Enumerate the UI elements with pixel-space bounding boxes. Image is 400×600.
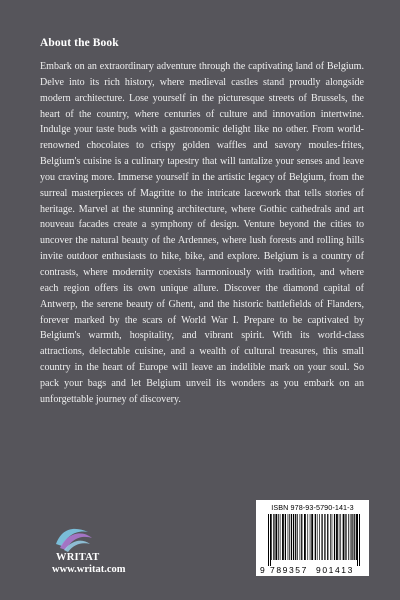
barcode-bar [332, 514, 333, 560]
barcode-bar [282, 514, 284, 560]
barcode-bar [324, 514, 325, 560]
isbn-barcode [256, 500, 369, 576]
barcode-bar [348, 514, 349, 560]
barcode-bar [280, 514, 281, 560]
barcode-bar [278, 514, 279, 560]
barcode-bar [311, 514, 313, 560]
barcode-graphic [256, 512, 369, 576]
barcode-bar [288, 514, 289, 560]
barcode-digit-group-right: 901413 [316, 565, 354, 575]
barcode-bar [270, 514, 271, 566]
barcode-bar [315, 514, 316, 560]
publisher-url[interactable]: www.writat.com [52, 564, 126, 575]
book-description: Embark on an extraordinary adventure through the captivating land of Belgium. Delve into its rich history, where medieval castles stand proudly alongside modern architecture. Lose yourself in the picturesque streets of Brussels, the heart of the country, where centuries of culture and innovation intertwine. Indulge your taste buds with a gastronomic delight like no other. From world-renowned chocolates to crispy golden waffles and savory moules-frites, Belgium's cuisine is a culinary tapestry that will tantalize your senses and leave you craving more. Immerse yourself in the artistic legacy of Belgium, from the surreal masterpieces of Magritte to the intricate lacework that tells stories of heritage. Marvel at the stunning architecture, where Gothic cathedrals and art nouveau facades create a symphony of design. Venture beyond the cities to uncover the natural beauty of the Ardennes, where lush forests and rolling hills invite outdoor enthusiasts to hike, bike, and explore. Belgium is a country of contrasts, where modernity coexists harmoniously with tradition, and where each region offers its own unique allure. Discover the diamond capital of Antwerp, the serene beauty of Ghent, and the historic battlefields of Flanders, forever marked by the scars of World War I. Prepare to be captivated by Belgium's warmth, hospitality, and vibrant spirit. With its world-class attractions, delectable cuisine, and a wealth of cultural treasures, this small country in the heart of Europe will leave an indelible mark on your soul. So pack your bags and let Belgium unveil its wonders as you embark on an unforgettable journey of discovery. [40, 61, 364, 405]
isbn-label: ISBN 978-93-5790-141-3 [271, 503, 354, 512]
barcode-bar [350, 514, 351, 560]
barcode-bar [317, 514, 318, 560]
barcode-bar [297, 514, 298, 560]
barcode-bar [356, 514, 357, 560]
barcode-bar [359, 514, 360, 566]
barcode-bar [334, 514, 335, 560]
barcode-bar [301, 514, 302, 560]
barcode-bar [271, 514, 272, 560]
barcode-digit-group-left: 789357 [270, 565, 308, 575]
barcode-bar [354, 514, 355, 560]
barcode-bar [319, 514, 320, 560]
barcode-bar [307, 514, 308, 560]
barcode-bar [273, 514, 274, 560]
barcode-bar [304, 514, 306, 560]
barcode-bar [291, 514, 292, 560]
barcode-bar [330, 514, 331, 560]
barcode-bar [293, 514, 294, 560]
barcode-bar [351, 514, 352, 560]
barcode-digit-lead: 9 [260, 565, 265, 575]
section-heading: About the Book [40, 37, 119, 49]
barcode-bar [357, 514, 358, 566]
publisher-name: WRITAT [56, 552, 100, 563]
barcode-bar [268, 514, 269, 566]
barcode-bars [268, 514, 360, 566]
barcode-bar [321, 514, 322, 560]
barcode-bar [285, 514, 286, 560]
barcode-bar [327, 514, 328, 560]
barcode-bar [340, 514, 341, 560]
barcode-bar [345, 514, 346, 560]
barcode-bar [295, 514, 296, 560]
barcode-bar [310, 514, 311, 560]
publisher-logo-icon [52, 522, 96, 552]
barcode-bar [343, 514, 345, 560]
barcode-bar [275, 514, 277, 560]
barcode-bar [339, 514, 340, 560]
barcode-bar [300, 514, 301, 560]
barcode-bar [336, 514, 338, 560]
barcode-bar [289, 514, 290, 560]
